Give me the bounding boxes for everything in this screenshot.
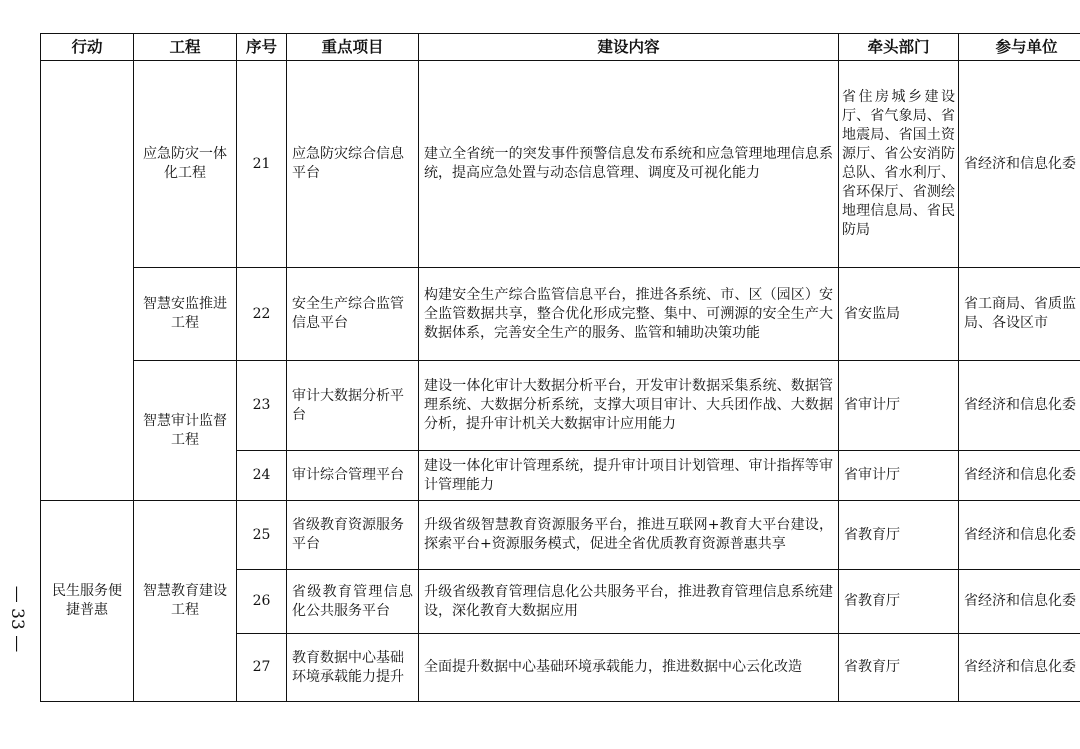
lead-cell: 省安监局 [839,268,959,361]
table-row [41,501,1080,570]
content-cell: 全面提升数据中心基础环境承载能力，推进数据中心云化改造 [419,634,839,702]
project-cell: 智慧审计监督工程 [134,361,237,501]
header-content: 建设内容 [419,34,839,61]
seq-cell: 26 [237,570,287,634]
content-cell: 建设一体化审计大数据分析平台，开发审计数据采集系统、数据管理系统、大数据分析系统，支撑大项目审计、大兵团作战、大数据分析，提升审计机关大数据审计应用能力 [419,361,839,451]
seq-cell: 24 [237,451,287,501]
partner-cell: 省经济和信息化委 [959,61,1080,268]
partner-cell: 省经济和信息化委 [959,451,1080,501]
content-cell: 建立全省统一的突发事件预警信息发布系统和应急管理地理信息系统，提高应急处置与动态信息管理、调度及可视化能力 [419,61,839,268]
table-row [41,268,1080,361]
partner-cell: 省经济和信息化委 [959,361,1080,451]
project-cell: 智慧安监推进工程 [134,268,237,361]
header-key-item: 重点项目 [287,34,419,61]
project-table [40,33,1080,702]
key-item-cell: 教育数据中心基础环境承载能力提升 [287,634,419,702]
lead-cell: 省住房城乡建设厅、省气象局、省地震局、省国土资源厅、省公安消防总队、省水利厅、省环保厅、省测绘地理信息局、省民防局 [839,61,959,268]
project-cell: 智慧教育建设工程 [134,501,237,702]
page-number [4,574,30,664]
content-cell: 升级省级教育管理信息化公共服务平台，推进教育管理信息系统建设，深化教育大数据应用 [419,570,839,634]
header-project: 工程 [134,34,237,61]
partner-cell: 省经济和信息化委 [959,570,1080,634]
seq-cell: 21 [237,61,287,268]
header-partner: 参与单位 [959,34,1080,61]
key-item-cell: 审计大数据分析平台 [287,361,419,451]
header-lead: 牵头部门 [839,34,959,61]
seq-cell: 22 [237,268,287,361]
partner-cell: 省工商局、省质监局、各设区市 [959,268,1080,361]
lead-cell: 省教育厅 [839,634,959,702]
project-cell: 应急防灾一体化工程 [134,61,237,268]
table-row [41,61,1080,268]
action-cell [41,61,134,501]
key-item-cell: 审计综合管理平台 [287,451,419,501]
key-item-cell: 应急防灾综合信息平台 [287,61,419,268]
partner-cell: 省经济和信息化委 [959,501,1080,570]
seq-cell: 23 [237,361,287,451]
key-item-cell: 省级教育管理信息化公共服务平台 [287,570,419,634]
page-number-text: — 33 — [7,585,28,653]
action-cell: 民生服务便捷普惠 [41,501,134,702]
content-cell: 建设一体化审计管理系统，提升审计项目计划管理、审计指挥等审计管理能力 [419,451,839,501]
header-action: 行动 [41,34,134,61]
seq-cell: 25 [237,501,287,570]
seq-cell: 27 [237,634,287,702]
lead-cell: 省教育厅 [839,501,959,570]
content-cell: 构建安全生产综合监管信息平台，推进各系统、市、区（园区）安全监管数据共享，整合优化形成完整、集中、可溯源的安全生产大数据体系，完善安全生产的服务、监管和辅助决策功能 [419,268,839,361]
key-item-cell: 安全生产综合监管信息平台 [287,268,419,361]
partner-cell: 省经济和信息化委 [959,634,1080,702]
table-row [41,361,1080,451]
lead-cell: 省审计厅 [839,361,959,451]
content-cell: 升级省级智慧教育资源服务平台，推进互联网+教育大平台建设，探索平台+资源服务模式，促进全省优质教育资源普惠共享 [419,501,839,570]
lead-cell: 省审计厅 [839,451,959,501]
key-item-cell: 省级教育资源服务平台 [287,501,419,570]
lead-cell: 省教育厅 [839,570,959,634]
header-row [41,34,1080,61]
header-seq: 序号 [237,34,287,61]
